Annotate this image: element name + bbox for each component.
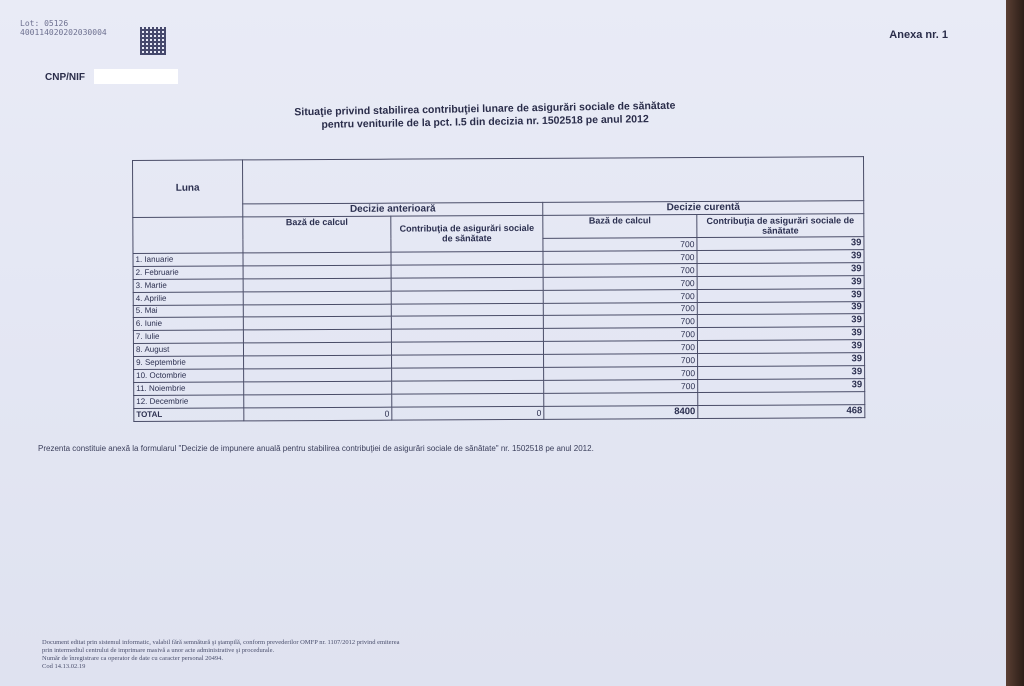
cur-baza-cell: 700 — [543, 315, 697, 329]
annex-note: Prezenta constituie anexă la formularul "Decizie de impunere anuală pentru stabilirea contribuţiei de asigurări sociale de sănătate" nr. 1502518 pe anul 2012. — [38, 444, 594, 453]
cur-baza-cell: 700 — [544, 367, 698, 381]
ant-baza-cell — [244, 355, 392, 369]
cur-baza-cell: 700 — [543, 341, 697, 355]
ant-contributie-cell — [391, 290, 543, 304]
month-label: 5. Mai — [133, 304, 243, 318]
footer-line: Număr de înregistrare ca operator de date cu caracter personal 20494. — [42, 655, 224, 662]
month-label: 4. Aprilie — [133, 291, 243, 305]
cur-contributie-cell: 39 — [698, 379, 865, 393]
first-row-baza: 700 — [543, 237, 697, 251]
cur-contributie-cell: 39 — [697, 288, 864, 302]
total-ant-contributie: 0 — [392, 406, 544, 420]
lot-code: Lot: 05126 400114020202030004 — [20, 19, 107, 37]
cur-baza-cell: 700 — [543, 328, 697, 342]
ant-baza-cell — [243, 342, 391, 356]
ant-baza-cell — [243, 278, 391, 292]
cnp-redacted-field — [94, 69, 178, 84]
decizie-anterioara-header: Decizie anterioară — [243, 203, 543, 218]
ant-contributie-cell — [392, 380, 544, 394]
cur-contributie-cell: 39 — [698, 353, 865, 367]
cur-contributie-header: Contribuţia de asigurări sociale de sănătate — [697, 214, 864, 238]
cur-baza-cell: 700 — [543, 250, 697, 264]
month-label: 3. Martie — [133, 279, 243, 293]
cur-contributie-cell: 39 — [697, 327, 864, 341]
total-label: TOTAL — [134, 408, 244, 422]
cur-baza-cell: 700 — [543, 289, 697, 303]
cur-baza-cell: 700 — [544, 380, 698, 394]
cur-contributie-cell: 39 — [697, 301, 864, 315]
total-cur-baza: 8400 — [544, 406, 698, 420]
month-label: 6. Iunie — [133, 317, 243, 331]
cnp-label: CNP/NIF — [45, 72, 85, 83]
total-ant-baza: 0 — [244, 407, 392, 421]
ant-baza-header: Bază de calcul — [243, 216, 391, 252]
cur-contributie-cell: 39 — [697, 249, 864, 263]
ant-contributie-cell — [391, 316, 543, 330]
cur-contributie-cell: 39 — [697, 340, 864, 354]
ant-contributie-cell — [391, 264, 543, 278]
month-label: 9. Septembrie — [134, 356, 244, 370]
ant-contributie-cell — [391, 342, 543, 356]
ant-contributie-cell — [391, 251, 543, 265]
luna-sub-blank — [133, 217, 243, 253]
datamatrix-barcode-icon — [140, 27, 166, 55]
ant-baza-cell — [243, 330, 391, 344]
cur-contributie-cell: 39 — [697, 275, 864, 289]
footer-line: Cod 14.13.02.19 — [42, 663, 86, 670]
page-title: Situaţie privind stabilirea contribuţiei lunare de asigurări sociale de sănătate pentru veniturile de la pct. I.5 din decizia nr. 1502518 pe anul 2012 — [294, 99, 676, 131]
footer-line: prin intermediul centrului de imprimare masivă a unor acte administrative şi procedurale. — [42, 647, 275, 654]
luna-header: Luna — [133, 160, 243, 218]
ant-contributie-cell — [392, 393, 544, 407]
month-label: 7. Iulie — [133, 330, 243, 344]
total-cur-contributie: 468 — [698, 405, 865, 419]
month-label: 10. Octombrie — [134, 369, 244, 383]
decizie-curenta-header: Decizie curentă — [543, 201, 864, 216]
footer-legal-text — [42, 639, 522, 671]
ant-contributie-cell — [392, 355, 544, 369]
ant-contributie-cell — [391, 329, 543, 343]
ant-contributie-header: Contribuţia de asigurări sociale de sănătate — [391, 215, 543, 251]
month-label: 12. Decembrie — [134, 395, 244, 409]
cur-contributie-cell: 39 — [698, 366, 865, 380]
cur-contributie-cell — [698, 392, 865, 406]
footer-line: Document editat prin sistemul informatic, valabil fără semnătură şi ştampilă, conform prevederilor OMFP nr. 1107/2012 privind emiterea — [42, 639, 400, 646]
ant-baza-cell — [244, 381, 392, 395]
ant-baza-cell — [244, 394, 392, 408]
ant-contributie-cell — [392, 368, 544, 382]
header-blank — [243, 157, 864, 204]
cur-baza-cell: 700 — [543, 263, 697, 277]
ant-contributie-cell — [391, 277, 543, 291]
cur-baza-cell — [544, 393, 698, 407]
ant-baza-cell — [243, 317, 391, 331]
contributions-table — [132, 156, 864, 422]
month-label: 8. August — [133, 343, 243, 357]
cur-baza-header: Bază de calcul — [543, 215, 697, 238]
desk-background — [1006, 0, 1024, 686]
ant-baza-cell — [243, 304, 391, 318]
first-row-contributie: 39 — [697, 236, 864, 250]
cur-contributie-cell: 39 — [697, 262, 864, 276]
annex-number: Anexa nr. 1 — [889, 29, 948, 41]
month-label: 1. Ianuarie — [133, 253, 243, 267]
month-label: 11. Noiembrie — [134, 382, 244, 396]
cur-baza-cell: 700 — [543, 276, 697, 290]
cur-baza-cell: 700 — [544, 354, 698, 368]
ant-baza-cell — [243, 265, 391, 279]
cur-contributie-cell: 39 — [697, 314, 864, 328]
ant-baza-cell — [243, 252, 391, 266]
ant-baza-cell — [244, 368, 392, 382]
cur-baza-cell: 700 — [543, 302, 697, 316]
ant-baza-cell — [243, 291, 391, 305]
month-label: 2. Februarie — [133, 266, 243, 280]
ant-contributie-cell — [391, 303, 543, 317]
